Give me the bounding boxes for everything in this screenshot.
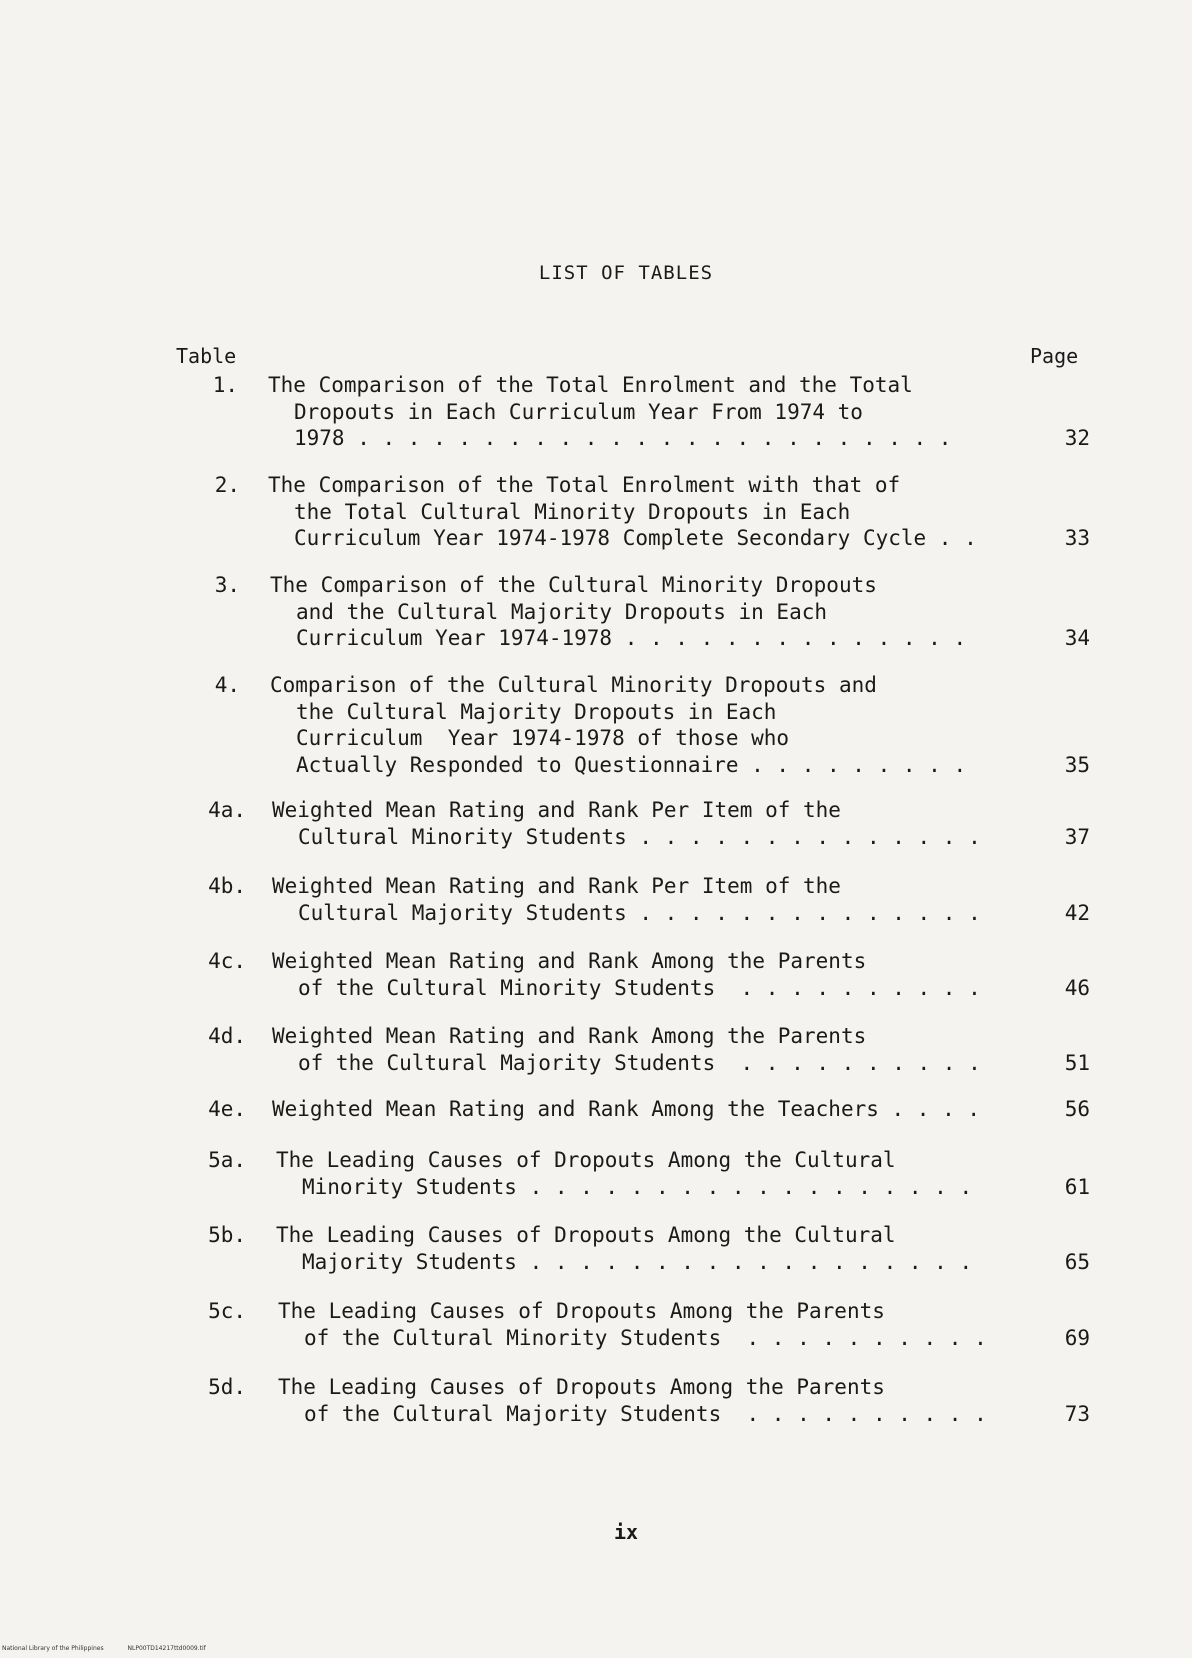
table-number: 2. bbox=[214, 473, 240, 497]
table-number: 4. bbox=[214, 673, 240, 697]
caption-line: The Leading Causes of Dropouts Among the Parents bbox=[278, 1299, 885, 1323]
table-number: 5d. bbox=[208, 1375, 246, 1399]
table-number: 4a. bbox=[208, 798, 246, 822]
caption-line: of the Cultural Minority Students . . . . . . . . . . bbox=[304, 1325, 987, 1350]
caption-line: Curriculum Year 1974-1978 of those who bbox=[296, 726, 790, 750]
table-caption bbox=[268, 372, 988, 452]
table-caption bbox=[278, 1298, 998, 1351]
page-reference: 35 bbox=[1064, 752, 1090, 777]
column-heading-table: Table bbox=[176, 344, 237, 368]
caption-line: Comparison of the Cultural Minority Dropouts and bbox=[270, 673, 877, 697]
table-caption bbox=[272, 1096, 992, 1123]
page-reference: 51 bbox=[1064, 1050, 1090, 1075]
table-caption bbox=[278, 1374, 998, 1427]
caption-line: of the Cultural Majority Students . . . . . . . . . . bbox=[298, 1050, 981, 1075]
caption-line: Curriculum Year 1974-1978 . . . . . . . . . . . . . . bbox=[296, 626, 967, 650]
table-caption bbox=[276, 1147, 996, 1200]
caption-line: The Comparison of the Total Enrolment with that of bbox=[268, 473, 901, 497]
caption-line: Curriculum Year 1974-1978 Complete Secondary Cycle . . bbox=[294, 526, 977, 550]
table-number: 5c. bbox=[208, 1299, 246, 1323]
caption-line: Weighted Mean Rating and Rank Among the Parents bbox=[272, 1024, 867, 1048]
column-heading-page: Page bbox=[1030, 344, 1079, 368]
caption-line: The Leading Causes of Dropouts Among the Parents bbox=[278, 1375, 885, 1399]
list-title: LIST OF TABLES bbox=[538, 262, 714, 284]
caption-line: the Total Cultural Minority Dropouts in Each bbox=[294, 499, 851, 524]
caption-line: The Comparison of the Total Enrolment and the Total bbox=[268, 373, 913, 397]
caption-line: Weighted Mean Rating and Rank Among the Parents bbox=[272, 949, 867, 973]
table-number: 4e. bbox=[208, 1097, 246, 1121]
page-reference: 37 bbox=[1064, 824, 1090, 849]
page-reference: 34 bbox=[1064, 626, 1090, 650]
page-reference: 32 bbox=[1064, 426, 1090, 450]
table-number: 3. bbox=[214, 573, 240, 597]
table-caption bbox=[268, 472, 988, 552]
table-caption bbox=[270, 572, 990, 652]
table-caption bbox=[272, 1023, 992, 1076]
caption-line: of the Cultural Minority Students . . . . . . . . . . bbox=[298, 975, 981, 1000]
page-reference: 69 bbox=[1064, 1325, 1090, 1350]
page-reference: 56 bbox=[1064, 1097, 1090, 1121]
table-caption bbox=[272, 948, 992, 1001]
caption-line: The Leading Causes of Dropouts Among the Cultural bbox=[276, 1223, 896, 1247]
page-reference: 46 bbox=[1064, 975, 1090, 1000]
table-number: 4b. bbox=[208, 874, 246, 898]
caption-line: the Cultural Majority Dropouts in Each bbox=[296, 699, 777, 724]
table-number: 4c. bbox=[208, 949, 246, 973]
caption-line: 1978 . . . . . . . . . . . . . . . . . . . . . . . . bbox=[294, 426, 952, 450]
table-caption bbox=[270, 672, 990, 778]
caption-line: Weighted Mean Rating and Rank Per Item of the bbox=[272, 798, 841, 822]
page-number: ix bbox=[613, 1520, 639, 1544]
table-number: 1. bbox=[212, 373, 238, 397]
caption-line: of the Cultural Majority Students . . . . . . . . . . bbox=[304, 1401, 987, 1426]
footer-library: National Library of the Philippines bbox=[2, 1645, 104, 1652]
table-caption bbox=[276, 1222, 996, 1275]
page-reference: 61 bbox=[1064, 1174, 1090, 1199]
page-reference: 65 bbox=[1064, 1249, 1090, 1274]
scan-footer bbox=[2, 1645, 206, 1652]
caption-line: Cultural Minority Students . . . . . . . . . . . . . . bbox=[298, 824, 981, 849]
caption-line: Dropouts in Each Curriculum Year From 1974 to bbox=[294, 399, 863, 424]
caption-line: Cultural Majority Students . . . . . . . . . . . . . . bbox=[298, 900, 981, 925]
page-reference: 42 bbox=[1064, 900, 1090, 925]
table-caption bbox=[272, 797, 992, 850]
caption-line: The Comparison of the Cultural Minority Dropouts bbox=[270, 573, 877, 597]
page-reference: 33 bbox=[1064, 526, 1090, 550]
caption-line: Weighted Mean Rating and Rank Among the Teachers . . . . bbox=[272, 1097, 981, 1121]
table-number: 5a. bbox=[208, 1148, 246, 1172]
caption-line: and the Cultural Majority Dropouts in Each bbox=[296, 599, 828, 624]
caption-line: Weighted Mean Rating and Rank Per Item of the bbox=[272, 874, 841, 898]
footer-filename: NLP00TD14217ttd0009.tif bbox=[127, 1645, 206, 1652]
caption-line: Minority Students . . . . . . . . . . . . . . . . . . bbox=[302, 1174, 973, 1199]
table-number: 4d. bbox=[208, 1024, 246, 1048]
caption-line: Majority Students . . . . . . . . . . . . . . . . . . bbox=[302, 1249, 973, 1274]
table-number: 5b. bbox=[208, 1223, 246, 1247]
caption-line: The Leading Causes of Dropouts Among the Cultural bbox=[276, 1148, 896, 1172]
table-caption bbox=[272, 873, 992, 926]
caption-line: Actually Responded to Questionnaire . . . . . . . . . bbox=[296, 752, 967, 777]
page-reference: 73 bbox=[1064, 1401, 1090, 1426]
